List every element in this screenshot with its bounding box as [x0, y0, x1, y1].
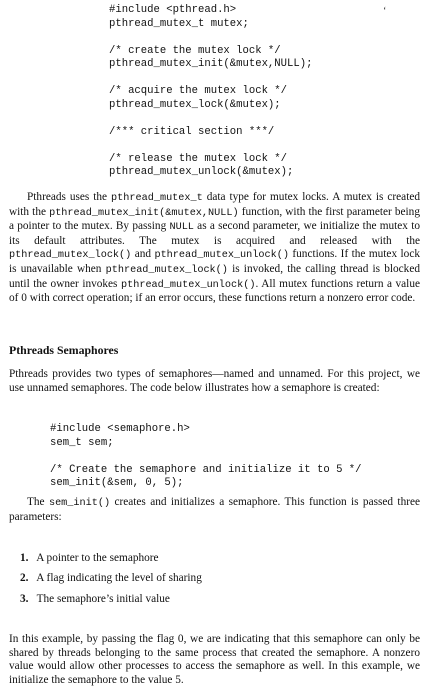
paragraph-mutex-description: [9, 191, 420, 306]
code-line: /* create the mutex lock */: [109, 44, 281, 57]
text: function, with the first parameter being a pointer to the mutex. By passing: [9, 205, 420, 233]
text: data type for mutex locks. A mutex is created with the: [9, 191, 420, 218]
code-line: pthread_mutex_unlock(&mutex);: [109, 166, 294, 178]
parameter-list: [20, 552, 320, 612]
text: is invoked, the calling thread is blocked until the owner invokes: [9, 262, 420, 290]
section-heading: Pthreads Semaphores: [9, 343, 119, 357]
list-item: [20, 552, 159, 564]
code-inline: pthread_mutex_lock(): [9, 250, 132, 262]
text: functions. If the mutex lock is unavailable when: [9, 248, 420, 275]
code-inline: NULL: [169, 222, 194, 234]
code-line: sem_t sem;: [50, 436, 114, 449]
code-line: #include <pthread.h>: [109, 4, 237, 16]
text: and: [131, 248, 155, 261]
list-text: The semaphore’s initial value: [34, 593, 170, 605]
text: . All mutex functions return a value of 0 with correct operation; if an error occurs, these functions return a nonzero error code.: [9, 277, 420, 305]
list-item: [20, 572, 202, 584]
code-block-mutex: [109, 4, 312, 180]
code-inline: pthread_mutex_lock(): [105, 264, 228, 276]
code-inline: sem_init(): [48, 498, 111, 509]
code-line: /* Create the semaphore and initialize it to 5 */: [50, 463, 362, 476]
list-number: 2.: [20, 572, 29, 584]
paragraph-semaphore-intro: Pthreads provides two types of semaphores—named and unnamed. For this project, we use unnamed semaphores. The code below illustrates how a semaphore is created:: [9, 368, 420, 394]
paragraph-example-explanation: In this example, by passing the flag 0, we are indicating that this semaphore can only be shared by threads belonging to the same process that created the semaphore. A nonzero value would allow other processes to access the semaphore as well. In this example, we initialize the semaphore to the value 5.: [9, 633, 420, 686]
code-inline: pthread_mutex_t: [111, 193, 203, 204]
code-inline: pthread_mutex_unlock(): [120, 279, 256, 291]
list-item: [20, 593, 170, 605]
list-number: 1.: [20, 552, 29, 564]
code-line: /* release the mutex lock */: [109, 152, 288, 165]
code-line: #include <semaphore.h>: [50, 423, 190, 435]
code-block-semaphore: [50, 423, 362, 491]
code-line: pthread_mutex_lock(&mutex);: [109, 98, 281, 111]
code-inline: pthread_mutex_unlock(): [154, 250, 289, 262]
code-line: sem_init(&sem, 0, 5);: [50, 477, 184, 489]
text: creates and initializes a semaphore. This function is passed three parameters:: [9, 496, 421, 523]
code-line: pthread_mutex_t mutex;: [109, 17, 249, 30]
text: as a second parameter, we initialize the mutex to its default attributes. The mutex is acquired and released with the: [9, 220, 420, 247]
text: Pthreads uses the: [27, 191, 112, 203]
code-inline: pthread_mutex_init(&mutex,NULL): [49, 207, 239, 219]
code-line: pthread_mutex_init(&mutex,NULL);: [109, 58, 313, 70]
text: The: [27, 496, 49, 508]
list-text: A flag indicating the level of sharing: [34, 572, 202, 584]
code-line: /* acquire the mutex lock */: [109, 85, 288, 97]
margin-mark: ‘: [383, 6, 387, 17]
paragraph-sem-init: [9, 496, 420, 524]
list-number: 3.: [20, 593, 29, 605]
list-text: A pointer to the semaphore: [34, 552, 159, 564]
code-line: /*** critical section ***/: [109, 125, 275, 138]
